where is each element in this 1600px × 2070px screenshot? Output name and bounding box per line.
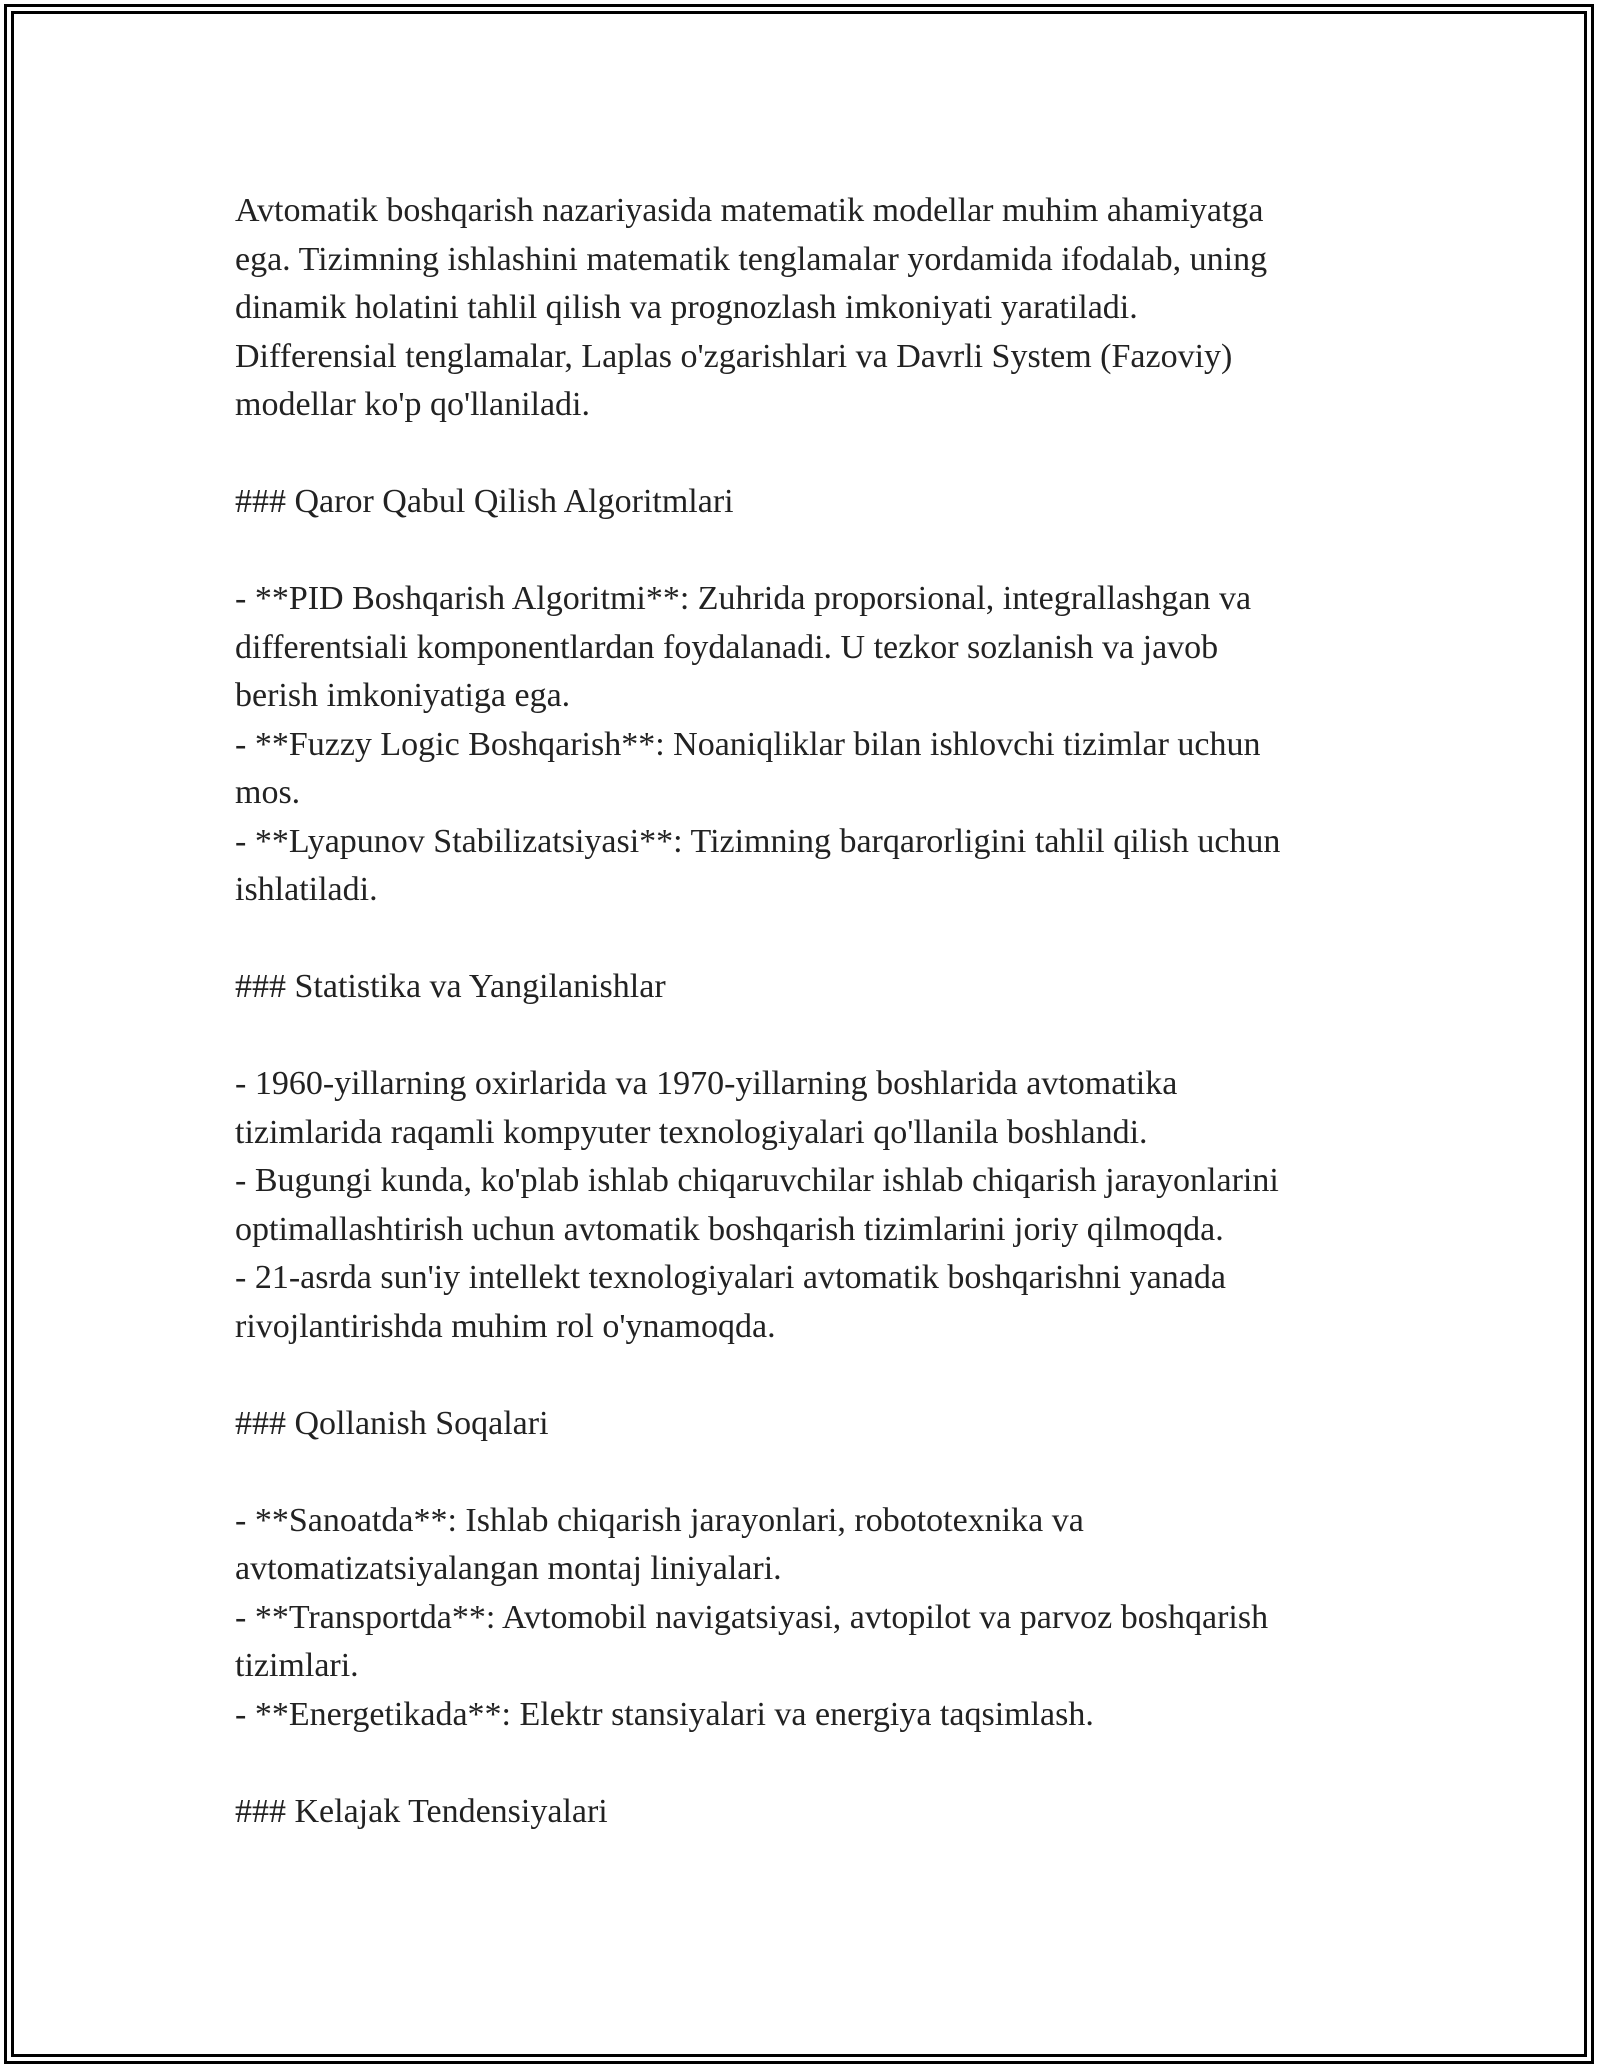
text-line: modellar ko'p qo'llaniladi. [235,386,591,423]
blank-line [235,915,1385,964]
list-line: avtomatizatsiyalangan montaj liniyalari. [235,1550,782,1587]
list-line: ishlatiladi. [235,871,378,908]
list-line: differentsiali komponentlardan foydalanadi. U tezkor sozlanish va javob [235,628,1219,666]
list-line: rivojlantirishda muhim rol o'ynamoqda. [235,1307,776,1345]
list-line: - **PID Boshqarish Algoritmi**: Zuhrida proporsional, integrallashgan va [235,580,1252,617]
list-line: mos. [235,774,301,811]
section-heading: ### Qaror Qabul Qilish Algoritmlari [235,483,734,520]
list-line: - Bugungi kunda, ko'plab ishlab chiqaruvchilar ishlab chiqarish jarayonlarini [235,1162,1279,1199]
list-line: - **Transportda**: Avtomobil navigatsiyasi, avtopilot va parvoz boshqarish [235,1598,1269,1636]
section-heading: ### Kelajak Tendensiyalari [235,1792,608,1830]
section-heading: ### Statistika va Yangilanishlar [235,968,666,1005]
list-line: - **Energetikada**: Elektr stansiyalari va energiya taqsimlash. [235,1695,1094,1733]
list-line: - **Fuzzy Logic Boshqarish**: Noaniqliklar bilan ishlovchi tizimlar uchun [235,725,1261,763]
list-line: berish imkoniyatiga ega. [235,677,571,714]
list-line: tizimlarida raqamli kompyuter texnologiyalari qo'llanila boshlandi. [235,1113,1148,1151]
blank-line [235,1448,1385,1497]
text-line: Differensial tenglamalar, Laplas o'zgarishlari va Davrli System (Fazoviy) [235,337,1233,375]
text-line: dinamik holatini tahlil qilish va prognozlash imkoniyati yaratiladi. [235,289,1138,326]
algorithms-list [235,575,1385,915]
heading-algorithms [235,478,1385,527]
document-body [235,187,1385,1836]
list-line: optimallashtirish uchun avtomatik boshqarish tizimlarini joriy qilmoqda. [235,1210,1224,1248]
heading-statistics [235,963,1385,1012]
list-line: - 21-asrda sun'iy intellekt texnologiyalari avtomatik boshqarishni yanada [235,1259,1226,1296]
blank-line [235,1351,1385,1400]
list-line: - **Sanoatda**: Ishlab chiqarish jarayonlari, robototexnika va [235,1501,1084,1539]
blank-line [235,430,1385,479]
intro-paragraph [235,187,1385,430]
text-line: ega. Tizimning ishlashini matematik tenglamalar yordamida ifodalab, uning [235,240,1268,278]
applications-list [235,1497,1385,1740]
heading-applications [235,1400,1385,1449]
blank-line [235,1012,1385,1061]
list-line: - 1960-yillarning oxirlarida va 1970-yillarning boshlarida avtomatika [235,1065,1178,1102]
text-line: Avtomatik boshqarish nazariyasida matematik modellar muhim ahamiyatga [235,192,1264,229]
blank-line [235,527,1385,576]
blank-line [235,1739,1385,1788]
statistics-list [235,1060,1385,1351]
list-line: tizimlari. [235,1647,359,1684]
heading-future [235,1788,1385,1837]
section-heading: ### Qollanish Soqalari [235,1404,549,1442]
list-line: - **Lyapunov Stabilizatsiyasi**: Tizimning barqarorligini tahlil qilish uchun [235,822,1281,860]
